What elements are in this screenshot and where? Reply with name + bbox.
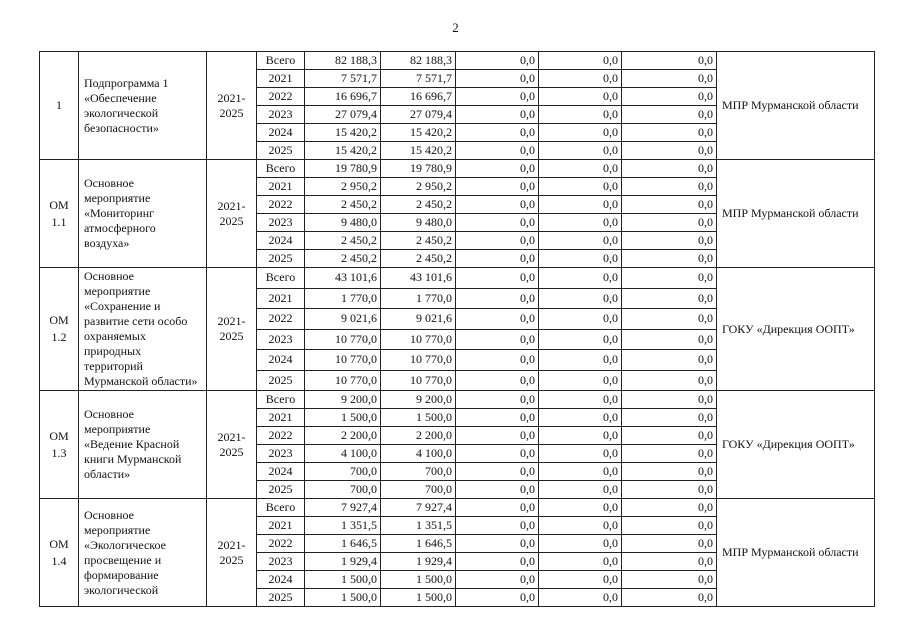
row-number: ОМ 1.4 — [40, 499, 79, 607]
amount-cell: 0,0 — [622, 589, 717, 607]
amount-cell: 0,0 — [539, 160, 622, 178]
amount-cell: 0,0 — [622, 481, 717, 499]
amount-cell: 1 500,0 — [381, 409, 456, 427]
amount-cell: 0,0 — [539, 88, 622, 106]
total-cell: 10 770,0 — [305, 329, 381, 350]
period: 2021-2025 — [207, 391, 257, 499]
year-cell: Всего — [257, 499, 305, 517]
amount-cell: 0,0 — [456, 571, 539, 589]
amount-cell: 0,0 — [456, 535, 539, 553]
amount-cell: 0,0 — [622, 178, 717, 196]
executor: МПР Мурманской области — [717, 52, 875, 160]
amount-cell: 700,0 — [381, 463, 456, 481]
year-cell: 2024 — [257, 232, 305, 250]
total-cell: 1 929,4 — [305, 553, 381, 571]
amount-cell: 2 950,2 — [381, 178, 456, 196]
year-cell: 2021 — [257, 70, 305, 88]
amount-cell: 2 450,2 — [381, 250, 456, 268]
amount-cell: 1 770,0 — [381, 288, 456, 309]
amount-cell: 0,0 — [622, 409, 717, 427]
table-row — [40, 391, 875, 409]
amount-cell: 0,0 — [539, 250, 622, 268]
amount-cell: 0,0 — [456, 70, 539, 88]
total-cell: 2 450,2 — [305, 196, 381, 214]
amount-cell: 7 927,4 — [381, 499, 456, 517]
amount-cell: 0,0 — [456, 196, 539, 214]
total-cell: 2 200,0 — [305, 427, 381, 445]
amount-cell: 0,0 — [622, 391, 717, 409]
amount-cell: 0,0 — [622, 232, 717, 250]
amount-cell: 0,0 — [622, 214, 717, 232]
amount-cell: 82 188,3 — [381, 52, 456, 70]
amount-cell: 0,0 — [622, 88, 717, 106]
total-cell: 9 021,6 — [305, 309, 381, 330]
amount-cell: 0,0 — [539, 445, 622, 463]
period: 2021-2025 — [207, 499, 257, 607]
total-cell: 4 100,0 — [305, 445, 381, 463]
amount-cell: 1 500,0 — [381, 589, 456, 607]
amount-cell: 0,0 — [539, 178, 622, 196]
year-cell: 2025 — [257, 481, 305, 499]
amount-cell: 0,0 — [539, 142, 622, 160]
total-cell: 7 927,4 — [305, 499, 381, 517]
total-cell: 700,0 — [305, 481, 381, 499]
total-cell: 1 646,5 — [305, 535, 381, 553]
year-cell: 2023 — [257, 445, 305, 463]
total-cell: 43 101,6 — [305, 268, 381, 289]
amount-cell: 1 646,5 — [381, 535, 456, 553]
amount-cell: 0,0 — [456, 268, 539, 289]
amount-cell: 10 770,0 — [381, 329, 456, 350]
amount-cell: 0,0 — [456, 178, 539, 196]
year-cell: 2023 — [257, 106, 305, 124]
amount-cell: 0,0 — [456, 481, 539, 499]
amount-cell: 0,0 — [622, 499, 717, 517]
amount-cell: 0,0 — [622, 124, 717, 142]
total-cell: 1 500,0 — [305, 571, 381, 589]
amount-cell: 27 079,4 — [381, 106, 456, 124]
amount-cell: 0,0 — [539, 196, 622, 214]
year-cell: 2022 — [257, 535, 305, 553]
amount-cell: 0,0 — [456, 124, 539, 142]
amount-cell: 0,0 — [539, 70, 622, 88]
amount-cell: 0,0 — [622, 370, 717, 391]
total-cell: 1 351,5 — [305, 517, 381, 535]
amount-cell: 0,0 — [456, 106, 539, 124]
total-cell: 2 450,2 — [305, 232, 381, 250]
amount-cell: 0,0 — [622, 350, 717, 371]
amount-cell: 0,0 — [622, 517, 717, 535]
amount-cell: 0,0 — [539, 535, 622, 553]
year-cell: 2023 — [257, 553, 305, 571]
amount-cell: 0,0 — [622, 463, 717, 481]
year-cell: Всего — [257, 391, 305, 409]
year-cell: 2021 — [257, 517, 305, 535]
year-cell: 2022 — [257, 196, 305, 214]
amount-cell: 15 420,2 — [381, 124, 456, 142]
amount-cell: 0,0 — [539, 427, 622, 445]
table-row — [40, 160, 875, 178]
amount-cell: 0,0 — [622, 288, 717, 309]
amount-cell: 0,0 — [622, 196, 717, 214]
amount-cell: 2 450,2 — [381, 196, 456, 214]
year-cell: 2023 — [257, 329, 305, 350]
table-row — [40, 268, 875, 289]
amount-cell: 7 571,7 — [381, 70, 456, 88]
amount-cell: 0,0 — [539, 350, 622, 371]
amount-cell: 0,0 — [456, 309, 539, 330]
amount-cell: 0,0 — [539, 463, 622, 481]
amount-cell: 0,0 — [456, 409, 539, 427]
period: 2021-2025 — [207, 268, 257, 391]
total-cell: 2 450,2 — [305, 250, 381, 268]
year-cell: 2024 — [257, 350, 305, 371]
amount-cell: 0,0 — [539, 499, 622, 517]
row-number: 1 — [40, 52, 79, 160]
total-cell: 16 696,7 — [305, 88, 381, 106]
amount-cell: 0,0 — [622, 309, 717, 330]
amount-cell: 0,0 — [622, 571, 717, 589]
amount-cell: 0,0 — [622, 70, 717, 88]
amount-cell: 9 021,6 — [381, 309, 456, 330]
total-cell: 82 188,3 — [305, 52, 381, 70]
row-number: ОМ 1.3 — [40, 391, 79, 499]
amount-cell: 0,0 — [622, 535, 717, 553]
amount-cell: 43 101,6 — [381, 268, 456, 289]
executor: ГОКУ «Дирекция ООПТ» — [717, 268, 875, 391]
amount-cell: 15 420,2 — [381, 142, 456, 160]
amount-cell: 0,0 — [539, 553, 622, 571]
amount-cell: 0,0 — [622, 250, 717, 268]
total-cell: 27 079,4 — [305, 106, 381, 124]
year-cell: 2024 — [257, 463, 305, 481]
amount-cell: 0,0 — [622, 329, 717, 350]
amount-cell: 0,0 — [539, 370, 622, 391]
year-cell: Всего — [257, 52, 305, 70]
amount-cell: 1 929,4 — [381, 553, 456, 571]
amount-cell: 0,0 — [456, 142, 539, 160]
amount-cell: 0,0 — [539, 124, 622, 142]
amount-cell: 0,0 — [456, 391, 539, 409]
amount-cell: 700,0 — [381, 481, 456, 499]
amount-cell: 10 770,0 — [381, 350, 456, 371]
amount-cell: 0,0 — [456, 250, 539, 268]
amount-cell: 0,0 — [622, 427, 717, 445]
amount-cell: 0,0 — [456, 463, 539, 481]
amount-cell: 2 200,0 — [381, 427, 456, 445]
amount-cell: 0,0 — [539, 214, 622, 232]
amount-cell: 0,0 — [456, 427, 539, 445]
amount-cell: 0,0 — [622, 268, 717, 289]
total-cell: 15 420,2 — [305, 142, 381, 160]
year-cell: 2025 — [257, 589, 305, 607]
year-cell: 2024 — [257, 124, 305, 142]
amount-cell: 0,0 — [622, 142, 717, 160]
total-cell: 19 780,9 — [305, 160, 381, 178]
amount-cell: 19 780,9 — [381, 160, 456, 178]
year-cell: 2024 — [257, 571, 305, 589]
measure-name: Основное мероприятие «Мониторинг атмосферного воздуха» — [79, 160, 207, 268]
amount-cell: 0,0 — [539, 517, 622, 535]
year-cell: 2025 — [257, 250, 305, 268]
amount-cell: 0,0 — [456, 445, 539, 463]
amount-cell: 10 770,0 — [381, 370, 456, 391]
amount-cell: 0,0 — [456, 214, 539, 232]
measure-name: Основное мероприятие «Сохранение и развитие сети особо охраняемых природных территорий Мурманской области» — [79, 268, 207, 391]
table-row — [40, 52, 875, 70]
year-cell: 2025 — [257, 142, 305, 160]
executor: МПР Мурманской области — [717, 160, 875, 268]
amount-cell: 0,0 — [539, 571, 622, 589]
year-cell: 2025 — [257, 370, 305, 391]
amount-cell: 0,0 — [539, 52, 622, 70]
row-number: ОМ 1.1 — [40, 160, 79, 268]
amount-cell: 0,0 — [622, 445, 717, 463]
amount-cell: 0,0 — [456, 499, 539, 517]
amount-cell: 2 450,2 — [381, 232, 456, 250]
year-cell: Всего — [257, 268, 305, 289]
total-cell: 10 770,0 — [305, 350, 381, 371]
year-cell: 2022 — [257, 427, 305, 445]
amount-cell: 0,0 — [456, 350, 539, 371]
year-cell: 2021 — [257, 409, 305, 427]
period: 2021-2025 — [207, 52, 257, 160]
amount-cell: 0,0 — [539, 232, 622, 250]
amount-cell: 0,0 — [539, 268, 622, 289]
row-number: ОМ 1.2 — [40, 268, 79, 391]
total-cell: 1 770,0 — [305, 288, 381, 309]
total-cell: 9 200,0 — [305, 391, 381, 409]
amount-cell: 9 480,0 — [381, 214, 456, 232]
amount-cell: 0,0 — [539, 288, 622, 309]
table-row — [40, 499, 875, 517]
total-cell: 700,0 — [305, 463, 381, 481]
amount-cell: 0,0 — [456, 589, 539, 607]
amount-cell: 0,0 — [539, 106, 622, 124]
amount-cell: 0,0 — [539, 391, 622, 409]
amount-cell: 0,0 — [539, 481, 622, 499]
amount-cell: 0,0 — [456, 52, 539, 70]
total-cell: 2 950,2 — [305, 178, 381, 196]
year-cell: 2021 — [257, 288, 305, 309]
executor: ГОКУ «Дирекция ООПТ» — [717, 391, 875, 499]
budget-table — [39, 51, 875, 607]
measure-name: Основное мероприятие «Экологическое просвещение и формирование экологической — [79, 499, 207, 607]
amount-cell: 0,0 — [539, 309, 622, 330]
total-cell: 1 500,0 — [305, 589, 381, 607]
year-cell: Всего — [257, 160, 305, 178]
amount-cell: 0,0 — [622, 106, 717, 124]
amount-cell: 0,0 — [622, 52, 717, 70]
total-cell: 10 770,0 — [305, 370, 381, 391]
measure-name: Основное мероприятие «Ведение Красной книги Мурманской области» — [79, 391, 207, 499]
amount-cell: 0,0 — [456, 329, 539, 350]
total-cell: 15 420,2 — [305, 124, 381, 142]
year-cell: 2022 — [257, 88, 305, 106]
amount-cell: 0,0 — [539, 329, 622, 350]
amount-cell: 0,0 — [456, 553, 539, 571]
amount-cell: 0,0 — [622, 553, 717, 571]
total-cell: 9 480,0 — [305, 214, 381, 232]
total-cell: 7 571,7 — [305, 70, 381, 88]
year-cell: 2021 — [257, 178, 305, 196]
amount-cell: 4 100,0 — [381, 445, 456, 463]
amount-cell: 16 696,7 — [381, 88, 456, 106]
amount-cell: 1 351,5 — [381, 517, 456, 535]
amount-cell: 0,0 — [622, 160, 717, 178]
amount-cell: 9 200,0 — [381, 391, 456, 409]
executor: МПР Мурманской области — [717, 499, 875, 607]
year-cell: 2023 — [257, 214, 305, 232]
amount-cell: 0,0 — [456, 288, 539, 309]
page-number: 2 — [452, 20, 459, 35]
amount-cell: 0,0 — [456, 88, 539, 106]
total-cell: 1 500,0 — [305, 409, 381, 427]
amount-cell: 0,0 — [456, 370, 539, 391]
amount-cell: 0,0 — [456, 517, 539, 535]
amount-cell: 0,0 — [539, 409, 622, 427]
amount-cell: 0,0 — [456, 232, 539, 250]
amount-cell: 1 500,0 — [381, 571, 456, 589]
amount-cell: 0,0 — [456, 160, 539, 178]
measure-name: Подпрограмма 1 «Обеспечение экологической безопасности» — [79, 52, 207, 160]
period: 2021-2025 — [207, 160, 257, 268]
amount-cell: 0,0 — [539, 589, 622, 607]
year-cell: 2022 — [257, 309, 305, 330]
